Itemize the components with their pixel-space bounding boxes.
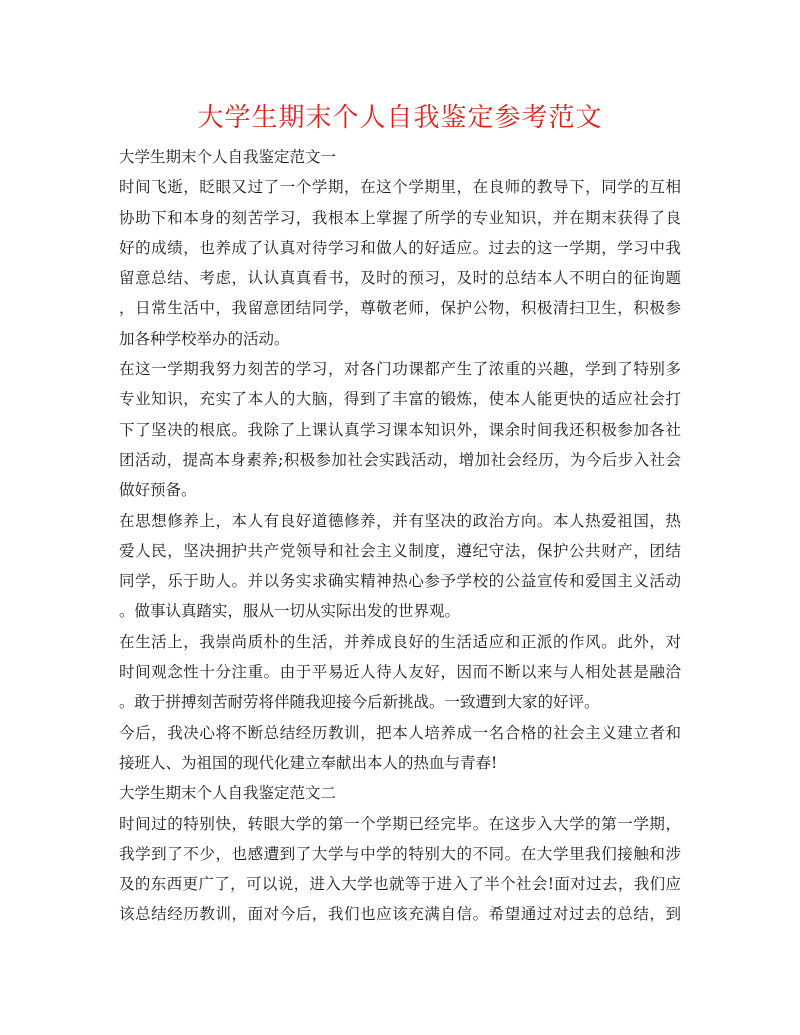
- text-line: 下了坚决的根底。我除了上课认真学习课本知识外，课余时间我还积极参加各社: [119, 420, 681, 439]
- text-line: 做好预备。: [119, 481, 197, 500]
- text-line: 今后，我决心将不断总结经历教训，把本人培养成一名合格的社会主义建立者和: [119, 723, 681, 742]
- text-line: 我学到了不少，也感遭到了大学与中学的特别大的不同。在大学里我们接触和涉: [119, 844, 681, 863]
- text-line: 。敢于拼搏刻苦耐劳将伴随我迎接今后新挑战。一致遭到大家的好评。: [119, 693, 600, 712]
- text-line: 爱人民，坚决拥护共产党领导和社会主义制度，遵纪守法，保护公共财产，团结: [119, 541, 681, 560]
- paragraph: [119, 809, 681, 930]
- text-line: 时间飞逝，眨眼又过了一个学期，在这个学期里，在良师的教导下，同学的互相: [119, 178, 681, 197]
- text-line: 大学生期末个人自我鉴定范文一: [119, 148, 337, 166]
- text-line: 。做事认真踏实，服从一切从实际出发的世界观。: [119, 602, 461, 621]
- text-line: 在思想修养上，本人有良好道德修养，并有坚决的政治方向。本人热爱祖国，热: [119, 511, 681, 530]
- text-line: 团活动，提高本身素养;积极参加社会实践活动，增加社会经历，为今后步入社会: [119, 450, 681, 469]
- paragraph: [119, 142, 681, 172]
- document-title: 大学生期末个人自我鉴定参考范文: [197, 103, 603, 133]
- text-line: 及的东西更广了，可以说，进入大学也就等于进入了半个社会!面对过去，我们应: [119, 875, 681, 894]
- text-line: 同学，乐于助人。并以务实求确实精神热心参予学校的公益宣传和爱国主义活动: [119, 572, 681, 591]
- text-line: 时间过的特别快，转眼大学的第一个学期已经完毕。在这步入大学的第一学期，: [119, 814, 681, 833]
- text-line: ，日常生活中，我留意团结同学，尊敬老师，保护公物，积极清扫卫生，积极参: [119, 299, 681, 318]
- text-line: 接班人、为祖国的现代化建立奉献出本人的热血与青春!: [119, 753, 498, 772]
- document-body: [119, 142, 681, 930]
- text-line: 专业知识，充实了本人的大脑，得到了丰富的锻炼，使本人能更快的适应社会打: [119, 390, 681, 409]
- text-line: 在这一学期我努力刻苦的学习，对各门功课都产生了浓重的兴趣，学到了特别多: [119, 360, 681, 379]
- paragraph: [119, 627, 681, 718]
- text-line: 大学生期末个人自我鉴定范文二: [119, 784, 337, 803]
- paragraph: [119, 354, 681, 505]
- paragraph: [119, 718, 681, 779]
- paragraph: [119, 172, 681, 354]
- text-line: 协助下和本身的刻苦学习，我根本上掌握了所学的专业知识，并在期末获得了良: [119, 208, 681, 227]
- text-line: 该总结经历教训，面对今后，我们也应该充满自信。希望通过对过去的总结，到: [119, 905, 681, 924]
- text-line: 加各种学校举办的活动。: [119, 329, 290, 348]
- text-line: 在生活上，我崇尚质朴的生活，并养成良好的生活适应和正派的作风。此外，对: [119, 632, 681, 651]
- paragraph: [119, 506, 681, 627]
- paragraph: [119, 778, 681, 808]
- text-line: 留意总结、考虑，认认真真看书，及时的预习，及时的总结本人不明白的征询题: [119, 269, 681, 288]
- text-line: 时间观念性十分注重。由于平易近人待人友好，因而不断以来与人相处甚是融洽: [119, 663, 681, 682]
- text-line: 好的成绩，也养成了认真对待学习和做人的好适应。过去的这一学期，学习中我: [119, 238, 681, 257]
